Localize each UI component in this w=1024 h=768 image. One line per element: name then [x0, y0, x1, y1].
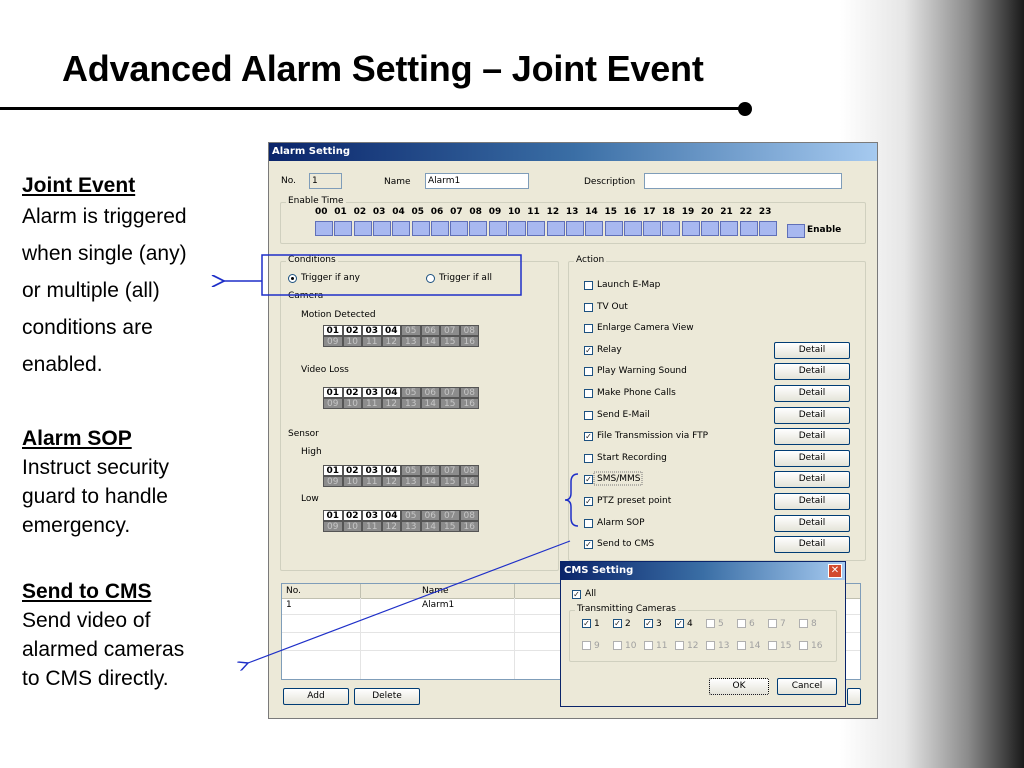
channel-cell[interactable]: 03	[362, 387, 382, 398]
trigger-any-label: Trigger if any	[301, 273, 360, 283]
detail-button[interactable]: Detail	[774, 363, 850, 380]
channel-cell[interactable]: 12	[382, 521, 402, 532]
channel-cell[interactable]: 04	[382, 510, 402, 521]
detail-button[interactable]: Detail	[774, 493, 850, 510]
hour-label: 20	[701, 207, 714, 217]
hour-label: 02	[353, 207, 367, 217]
channel-cell[interactable]: 02	[343, 387, 363, 398]
hour-label: 11	[527, 207, 540, 217]
channel-cell[interactable]: 02	[343, 325, 363, 336]
action-label: Alarm SOP	[597, 517, 645, 528]
name-label: Name	[384, 177, 411, 187]
channel-cell[interactable]: 10	[343, 521, 363, 532]
hour-label: 23	[758, 207, 772, 217]
note-line: enabled.	[22, 353, 103, 376]
camera-number: 7	[780, 619, 786, 629]
camera-checkbox[interactable]: ✓	[614, 619, 621, 628]
action-label: Action	[576, 255, 605, 265]
action-checkbox[interactable]: ✓	[585, 345, 592, 355]
video-loss-label: Video Loss	[301, 365, 349, 375]
channel-cell[interactable]: 11	[362, 336, 382, 347]
channel-cell[interactable]: 01	[323, 387, 343, 398]
detail-button[interactable]: Detail	[774, 385, 850, 402]
channel-cell[interactable]: 08	[460, 387, 480, 398]
channel-cell[interactable]: 14	[421, 398, 441, 409]
channel-cell[interactable]: 09	[323, 398, 343, 409]
hour-label: 13	[565, 207, 579, 217]
hour-label: 01	[334, 207, 347, 217]
channel-cell[interactable]: 01	[323, 465, 343, 476]
close-icon[interactable]: ✕	[828, 564, 842, 578]
channel-cell[interactable]: 11	[362, 476, 382, 487]
cms-all-checkbox[interactable]: ✓	[573, 590, 580, 599]
channel-cell[interactable]: 06	[421, 325, 441, 336]
channel-cell[interactable]: 03	[362, 510, 382, 521]
no-label: No.	[281, 176, 296, 186]
channel-cell[interactable]: 10	[343, 398, 363, 409]
window-title: Alarm Setting	[269, 143, 877, 161]
hour-label: 16	[623, 207, 637, 217]
channel-cell[interactable]: 12	[382, 476, 402, 487]
motion-detected-label: Motion Detected	[301, 310, 376, 320]
camera-checkbox[interactable]: ✓	[645, 619, 652, 628]
channel-cell[interactable]: 10	[343, 336, 363, 347]
channel-cell[interactable]: 15	[440, 476, 460, 487]
action-label: TV Out	[597, 301, 628, 312]
hour-label: 03	[372, 207, 386, 217]
channel-cell[interactable]: 01	[323, 510, 343, 521]
channel-cell[interactable]: 09	[323, 476, 343, 487]
camera-number: 4	[687, 619, 693, 629]
channel-cell[interactable]: 08	[460, 325, 480, 336]
hour-label: 07	[450, 207, 463, 217]
channel-cell[interactable]: 06	[421, 510, 441, 521]
channel-cell[interactable]: 13	[401, 521, 421, 532]
camera-number: 12	[687, 641, 699, 651]
enable-label: Enable	[807, 225, 842, 235]
hour-label: 14	[585, 207, 598, 217]
ok-button[interactable]: OK	[709, 678, 769, 695]
channel-cell[interactable]: 15	[440, 336, 460, 347]
hour-label: 12	[546, 207, 560, 217]
detail-button[interactable]: Detail	[774, 428, 850, 445]
action-label: Play Warning Sound	[597, 366, 687, 377]
note-line: Instruct security	[22, 456, 170, 479]
name-input[interactable]: Alarm1	[425, 173, 529, 189]
hour-label: 17	[643, 207, 656, 217]
hour-label: 05	[411, 207, 425, 217]
action-label: Send to CMS	[597, 539, 655, 550]
channel-cell[interactable]: 05	[401, 325, 421, 336]
channel-cell[interactable]: 15	[440, 521, 460, 532]
no-field: 1	[309, 173, 342, 189]
sensor-low-label: Low	[301, 494, 319, 504]
hour-label: 15	[604, 207, 618, 217]
camera-number: 15	[780, 641, 792, 651]
row-no: 1	[286, 600, 292, 610]
hour-label: 04	[392, 207, 405, 217]
note-heading: Alarm SOP	[22, 427, 132, 450]
note-line: Alarm is triggered	[22, 205, 187, 228]
sensor-high-label: High	[301, 447, 322, 457]
channel-cell[interactable]: 01	[323, 325, 343, 336]
action-checkbox[interactable]: ✓	[585, 540, 592, 550]
channel-cell[interactable]: 16	[460, 336, 480, 347]
camera-number: 9	[594, 641, 600, 651]
hour-label: 06	[430, 207, 444, 217]
channel-cell[interactable]: 04	[382, 387, 402, 398]
action-label: Start Recording	[597, 452, 667, 463]
note-line: emergency.	[22, 514, 131, 537]
sensor-label: Sensor	[288, 429, 319, 439]
action-checkbox[interactable]: ✓	[585, 432, 592, 442]
channel-cell[interactable]: 13	[401, 398, 421, 409]
channel-cell[interactable]: 13	[401, 476, 421, 487]
note-line: or multiple (all)	[22, 279, 160, 302]
camera-number: 13	[718, 641, 730, 651]
camera-number: 3	[656, 619, 662, 629]
row-name: Alarm1	[422, 600, 455, 610]
note-line: alarmed cameras	[22, 638, 185, 661]
channel-cell[interactable]: 08	[460, 510, 480, 521]
action-checkbox[interactable]: ✓	[585, 475, 592, 485]
channel-cell[interactable]: 16	[460, 521, 480, 532]
detail-button[interactable]: Detail	[774, 471, 850, 488]
cancel-button[interactable]: Cancel	[777, 678, 837, 695]
action-label: Make Phone Calls	[597, 388, 676, 398]
cms-dialog-title: CMS Setting	[561, 562, 845, 580]
action-label: File Transmission via FTP	[597, 431, 709, 442]
enable-time-label: Enable Time	[288, 196, 344, 206]
transmitting-cameras-label: Transmitting Cameras	[577, 604, 676, 614]
channel-cell[interactable]: 11	[362, 398, 382, 409]
channel-cell[interactable]: 08	[460, 465, 480, 476]
channel-cell[interactable]: 07	[440, 387, 460, 398]
channel-cell[interactable]: 07	[440, 510, 460, 521]
camera-checkbox[interactable]: ✓	[676, 619, 683, 628]
detail-button[interactable]: Detail	[774, 450, 850, 467]
detail-button[interactable]: Detail	[774, 536, 850, 553]
cms-arrow	[248, 541, 570, 663]
channel-cell[interactable]: 11	[362, 521, 382, 532]
camera-number: 8	[811, 619, 817, 629]
camera-number: 10	[625, 641, 637, 651]
hour-label: 21	[720, 207, 733, 217]
camera-number: 1	[594, 619, 600, 629]
camera-number: 5	[718, 619, 724, 629]
action-checkbox[interactable]: ✓	[585, 497, 592, 506]
channel-cell[interactable]: 09	[323, 521, 343, 532]
channel-cell[interactable]: 05	[401, 510, 421, 521]
channel-cell[interactable]: 09	[323, 336, 343, 347]
channel-cell[interactable]: 15	[440, 398, 460, 409]
channel-cell[interactable]: 05	[401, 465, 421, 476]
camera-number: 2	[625, 619, 631, 629]
channel-cell[interactable]: 06	[421, 387, 441, 398]
list-header-no: No.	[286, 586, 301, 596]
camera-number: 6	[749, 619, 755, 629]
hour-label: 08	[469, 207, 482, 217]
sms-highlight-box	[594, 472, 642, 485]
hour-label: 18	[662, 207, 675, 217]
hour-label: 22	[739, 207, 753, 217]
channel-cell[interactable]: 04	[382, 325, 402, 336]
channel-cell[interactable]: 05	[401, 387, 421, 398]
action-label: SMS/MMS	[597, 474, 641, 485]
channel-cell[interactable]: 03	[362, 465, 382, 476]
hour-label: 19	[681, 207, 695, 217]
action-label: Send E-Mail	[597, 409, 650, 420]
slide-title: Advanced Alarm Setting – Joint Event	[62, 48, 704, 89]
camera-number: 11	[656, 641, 668, 651]
channel-cell[interactable]: 04	[382, 465, 402, 476]
action-label: Launch E-Map	[597, 280, 661, 290]
action-label: PTZ preset point	[597, 496, 672, 506]
hour-label: 09	[488, 207, 502, 217]
delete-button[interactable]: Delete	[354, 688, 420, 705]
channel-cell[interactable]: 13	[401, 336, 421, 347]
hour-label: 00	[315, 207, 328, 217]
camera-number: 16	[811, 641, 823, 651]
list-header-name: Name	[422, 586, 449, 596]
action-label: Relay	[597, 344, 622, 355]
detail-button[interactable]: Detail	[774, 407, 850, 424]
channel-cell[interactable]: 14	[421, 521, 441, 532]
channel-cell[interactable]: 07	[440, 325, 460, 336]
note-line: conditions are	[22, 316, 153, 339]
channel-cell[interactable]: 12	[382, 336, 402, 347]
cms-all-label: All	[585, 589, 597, 599]
channel-cell[interactable]: 03	[362, 325, 382, 336]
channel-cell[interactable]: 07	[440, 465, 460, 476]
channel-cell[interactable]: 12	[382, 398, 402, 409]
detail-button[interactable]: Detail	[774, 342, 850, 359]
channel-cell[interactable]: 14	[421, 476, 441, 487]
note-line: to CMS directly.	[22, 667, 169, 690]
channel-cell[interactable]: 16	[460, 476, 480, 487]
channel-cell[interactable]: 10	[343, 476, 363, 487]
conditions-highlight-box	[262, 255, 521, 295]
action-bracket	[565, 474, 578, 526]
hour-label: 10	[508, 207, 521, 217]
channel-cell[interactable]: 02	[343, 510, 363, 521]
camera-label: Camera	[288, 291, 324, 301]
channel-cell[interactable]: 16	[460, 398, 480, 409]
conditions-label: Conditions	[288, 255, 336, 265]
channel-cell[interactable]: 14	[421, 336, 441, 347]
note-heading: Joint Event	[22, 174, 136, 197]
action-label: Enlarge Camera View	[597, 323, 694, 334]
trigger-all-label: Trigger if all	[439, 273, 492, 283]
note-line: guard to handle	[22, 485, 168, 508]
camera-number: 14	[749, 641, 761, 651]
note-line: Send video of	[22, 609, 151, 632]
detail-button[interactable]: Detail	[774, 515, 850, 532]
note-heading: Send to CMS	[22, 580, 152, 603]
channel-cell[interactable]: 02	[343, 465, 363, 476]
note-line: when single (any)	[22, 242, 187, 265]
add-button[interactable]: Add	[283, 688, 349, 705]
channel-cell[interactable]: 06	[421, 465, 441, 476]
description-label: Description	[584, 177, 636, 187]
camera-checkbox[interactable]: ✓	[583, 619, 590, 628]
